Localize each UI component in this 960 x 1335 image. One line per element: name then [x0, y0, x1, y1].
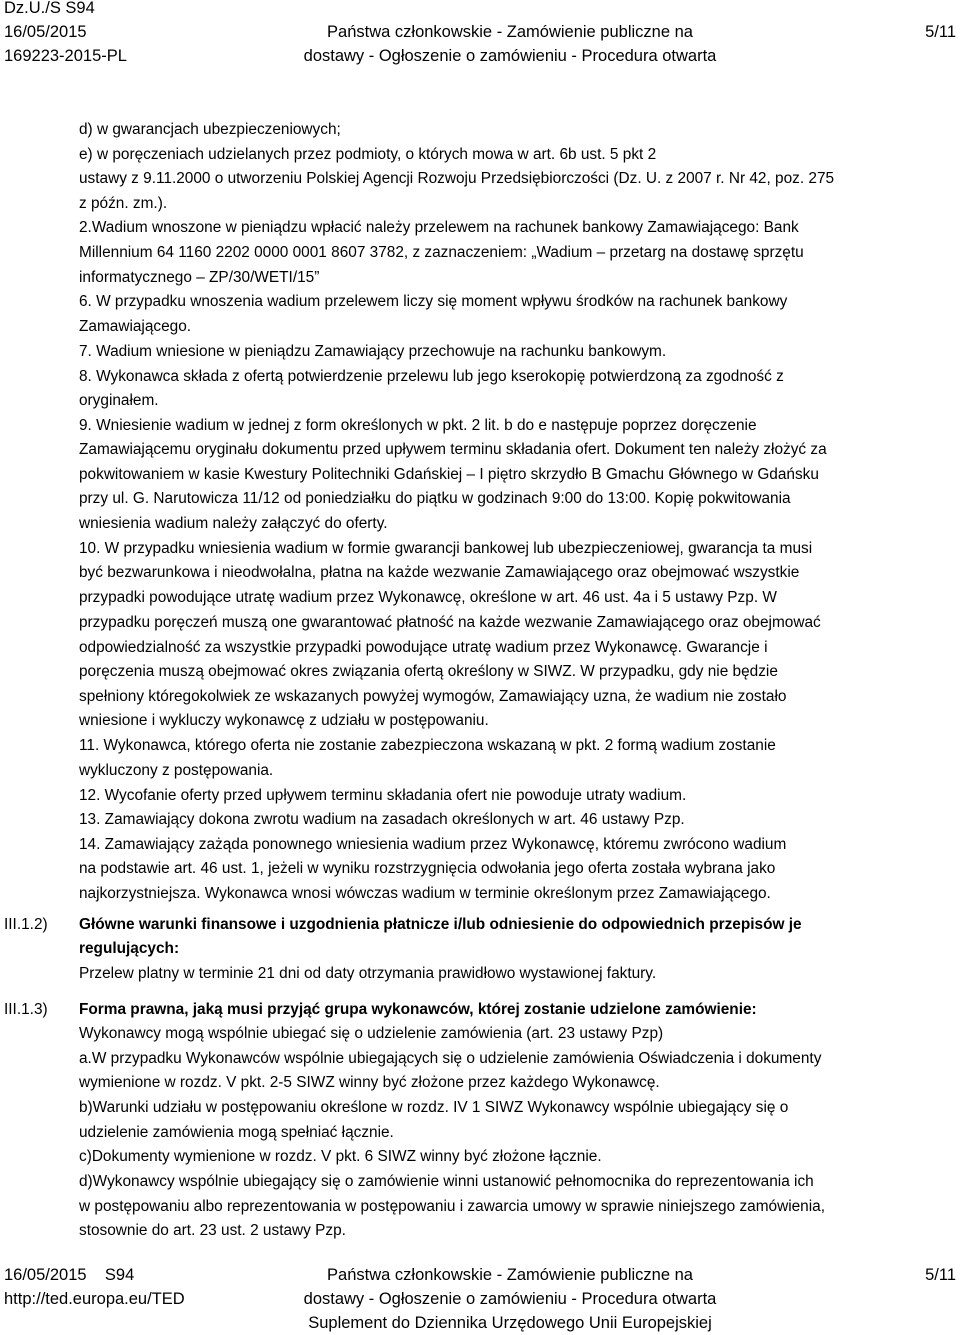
section-text: Wykonawcy mogą wspólnie ubiegać się o udzielenie zamówienia (art. 23 ustawy Pzp) — [79, 1025, 664, 1042]
body-line: spełniony któregokolwiek ze wskazanych powyżej wymogów, Zamawiający uzna, że wadium nie zostało — [79, 688, 787, 705]
body-line: 13. Zamawiający dokona zwrotu wadium na zasadach określonych w art. 46 ustawy Pzp. — [79, 811, 685, 828]
body-line: 14. Zamawiający zażąda ponownego wniesienia wadium przez Wykonawcę, któremu zwrócono wadium — [79, 836, 787, 853]
body-line: 7. Wadium wniesione w pieniądzu Zamawiający przechowuje na rachunku bankowym. — [79, 343, 667, 360]
footer-supplement: Suplement do Dziennika Urzędowego Unii Europejskiej — [308, 1314, 712, 1332]
body-line: Millennium 64 1160 2202 0000 0001 8607 3782, z zaznaczeniem: „Wadium – przetarg na dostawę sprzętu — [79, 244, 804, 261]
section-number: III.1.2) — [4, 916, 48, 933]
section-text: stosownie do art. 23 ust. 2 ustawy Pzp. — [79, 1222, 346, 1239]
body-line: 9. Wniesienie wadium w jednej z form określonych w pkt. 2 lit. b do e następuje poprzez doręczenie — [79, 417, 757, 434]
footer-date-issue: 16/05/2015 S94 — [4, 1266, 135, 1284]
section-heading: regulujących: — [79, 940, 180, 957]
section-text: udzielenie zamówienia mogą spełniać łącznie. — [79, 1124, 394, 1141]
footer-title-line2: dostawy - Ogłoszenie o zamówieniu - Procedura otwarta — [303, 1290, 717, 1308]
body-line: poręczenia muszą obejmować okres związania ofertą określony w SIWZ. W przypadku, gdy nie będzie — [79, 663, 778, 680]
section-text: a.W przypadku Wykonawców wspólnie ubiegających się o udzielenie zamówienia Oświadczenia i dokumenty — [79, 1050, 822, 1067]
footer-url[interactable]: http://ted.europa.eu/TED — [4, 1290, 185, 1308]
section-text: Przelew platny w terminie 21 dni od daty otrzymania prawidłowo wystawionej faktury. — [79, 965, 657, 982]
section-heading: Główne warunki finansowe i uzgodnienia płatnicze i/lub odniesienie do odpowiednich przepisów je — [79, 916, 802, 933]
body-line: oryginałem. — [79, 392, 159, 409]
header-title-line1: Państwa członkowskie - Zamówienie publiczne na — [327, 23, 693, 41]
body-line: Zamawiającego. — [79, 318, 192, 335]
body-line: z późn. zm.). — [79, 195, 168, 212]
body-line: informatycznego – ZP/30/WETI/15” — [79, 269, 320, 286]
footer-page-number: 5/11 — [925, 1266, 956, 1284]
header-title-line2: dostawy - Ogłoszenie o zamówieniu - Procedura otwarta — [303, 47, 717, 65]
footer-title-line1: Państwa członkowskie - Zamówienie publiczne na — [327, 1266, 693, 1284]
body-line: ustawy z 9.11.2000 o utworzeniu Polskiej Agencji Rozwoju Przedsiębiorczości (Dz. U. z 2007 r. Nr 42, poz. 275 — [79, 170, 835, 187]
body-line: najkorzystniejsza. Wykonawca wnosi wówczas wadium w terminie określonym przez Zamawiającego. — [79, 885, 771, 902]
header-journal-ref: Dz.U./S S94 — [4, 0, 95, 17]
body-line: przypadki powodujące utratę wadium przez Wykonawcę, określone w art. 46 ust. 4a i 5 ustawy Pzp. W — [79, 589, 777, 606]
body-line: przy ul. G. Narutowicza 11/12 od poniedziałku do piątku w godzinach 9:00 do 13:00. Kopię pokwitowania — [79, 490, 791, 507]
body-line: wniesienia wadium należy załączyć do oferty. — [79, 515, 388, 532]
body-line: Zamawiającemu oryginału dokumentu przed upływem terminu składania ofert. Dokument ten należy złożyć za — [79, 441, 827, 458]
body-line: na podstawie art. 46 ust. 1, jeżeli w wyniku rozstrzygnięcia odwołania jego oferta została wybrana jako — [79, 860, 776, 877]
header-notice-id: 169223-2015-PL — [4, 47, 127, 65]
section-text: c)Dokumenty wymienione w rozdz. V pkt. 6 SIWZ winny być złożone łącznie. — [79, 1148, 602, 1165]
section-heading: Forma prawna, jaką musi przyjąć grupa wykonawców, której zostanie udzielone zamówienie: — [79, 1001, 757, 1018]
body-line: wykluczony z postępowania. — [79, 762, 274, 779]
body-line: 10. W przypadku wniesienia wadium w formie gwarancji bankowej lub ubezpieczeniowej, gwarancja ta musi — [79, 540, 813, 557]
header-date: 16/05/2015 — [4, 23, 87, 41]
body-line: 6. W przypadku wnoszenia wadium przelewem liczy się moment wpływu środków na rachunek bankowy — [79, 293, 788, 310]
section-text: w postępowaniu albo reprezentowania w postępowaniu i zawarcia umowy w sprawie niniejszego zamówienia, — [79, 1198, 825, 1215]
body-line: odpowiedzialność za wszystkie przypadki powodujące utratę wadium przez Wykonawcę. Gwarancje i — [79, 639, 768, 656]
body-line: d) w gwarancjach ubezpieczeniowych; — [79, 121, 341, 138]
body-line: przypadku poręczeń muszą one gwarantować płatność na każde wezwanie Zamawiającego oraz obejmować — [79, 614, 821, 631]
body-line: 2.Wadium wnoszone w pieniądzu wpłacić należy przelewem na rachunek bankowy Zamawiającego: Bank — [79, 219, 799, 236]
header-page-number: 5/11 — [925, 23, 956, 41]
section-text: wymienione w rozdz. V pkt. 2-5 SIWZ winny być złożone przez każdego Wykonawcę. — [79, 1074, 660, 1091]
body-line: e) w poręczeniach udzielanych przez podmioty, o których mowa w art. 6b ust. 5 pkt 2 — [79, 146, 657, 163]
body-line: 11. Wykonawca, którego oferta nie zostanie zabezpieczona wskazaną w pkt. 2 formą wadium zostanie — [79, 737, 776, 754]
body-line: pokwitowaniem w kasie Kwestury Politechniki Gdańskiej – I piętro skrzydło B Gmachu Głównego w Gdańsku — [79, 466, 819, 483]
section-text: d)Wykonawcy wspólnie ubiegający się o zamówienie winni ustanowić pełnomocnika do reprezentowania ich — [79, 1173, 814, 1190]
body-line: 12. Wycofanie oferty przed upływem terminu składania ofert nie powoduje utraty wadium. — [79, 787, 687, 804]
body-line: 8. Wykonawca składa z ofertą potwierdzenie przelewu lub jego kserokopię potwierdzoną za zgodność z — [79, 368, 784, 385]
section-number: III.1.3) — [4, 1001, 48, 1018]
body-line: być bezwarunkowa i nieodwołalna, płatna na każde wezwanie Zamawiającego oraz obejmować wszystkie — [79, 564, 800, 581]
section-text: b)Warunki udziału w postępowaniu określone w rozdz. IV 1 SIWZ Wykonawcy wspólnie ubiegający się o — [79, 1099, 789, 1116]
body-line: wniesione i wykluczy wykonawcę z udziału w postępowaniu. — [79, 712, 489, 729]
